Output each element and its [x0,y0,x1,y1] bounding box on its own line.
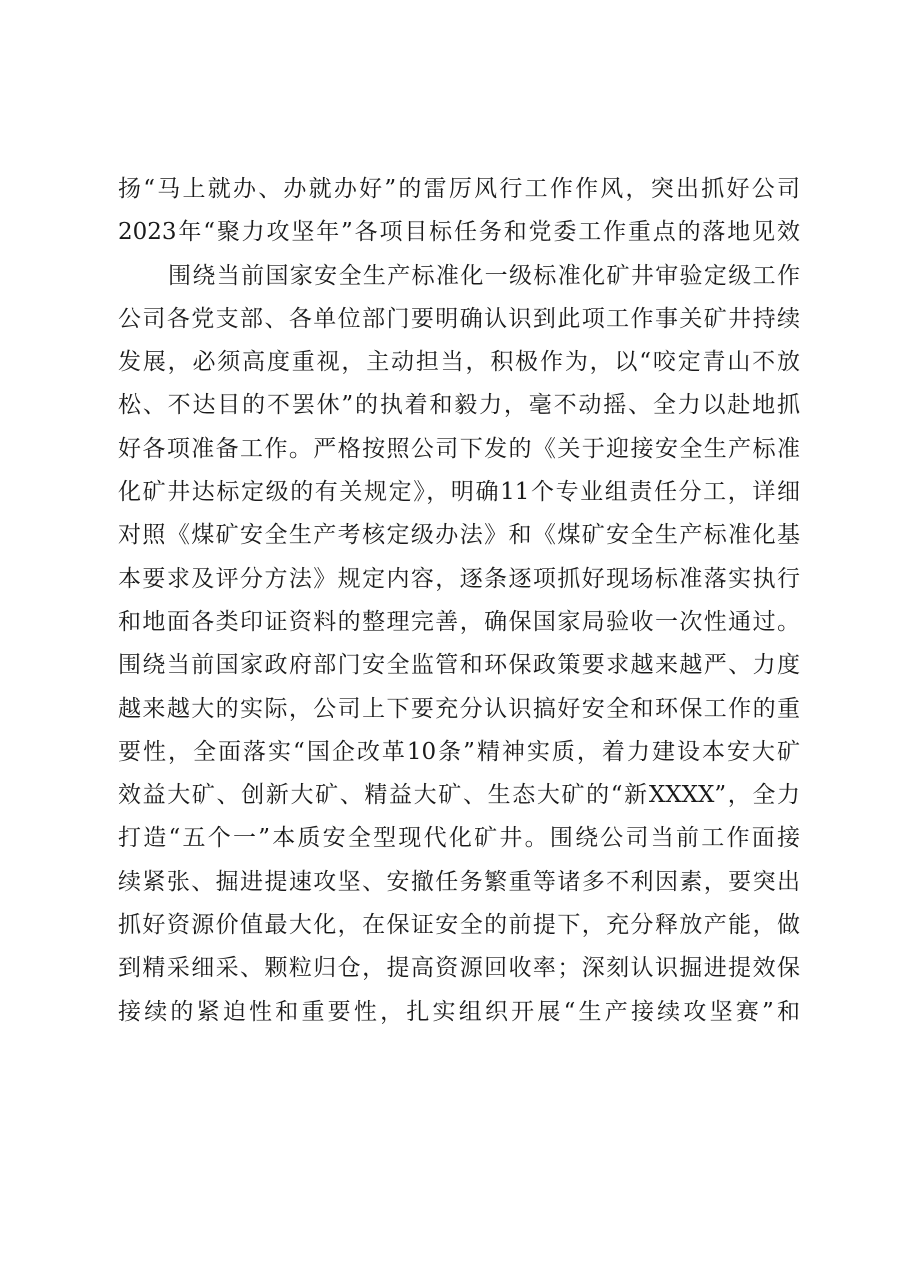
text-line: 公司各党支部、各单位部门要明确认识到此项工作事关矿井持续 [118,305,800,332]
text-line: 松、不达目的不罢休”的执着和毅力，毫不动摇、全力以赴地抓 [118,392,800,419]
text-line: 围绕当前国家安全生产标准化一级标准化矿井审验定级工作 [168,262,800,289]
text-line: 续紧张、掘进提速攻坚、安撤任务繁重等诸多不利因素，要突出 [118,868,800,895]
text-line: 本要求及评分方法》规定内容，逐条逐项抓好现场标准落实执行 [118,565,800,592]
text-line: 发展，必须高度重视，主动担当，积极作为，以“咬定青山不放 [118,349,800,376]
text-line: 好各项准备工作。严格按照公司下发的《关于迎接安全生产标准 [118,435,800,462]
text-line: 和地面各类印证资料的整理完善，确保国家局验收一次性通过。 [118,608,800,635]
text-line: 要性，全面落实“国企改革10条”精神实质，着力建设本安大矿 [118,738,800,765]
body-text [118,168,800,1034]
text-line: 2023年“聚力攻坚年”各项目标任务和党委工作重点的落地见效 [118,219,800,246]
text-line: 抓好资源价值最大化，在保证安全的前提下，充分释放产能，做 [118,912,800,939]
text-line: 围绕当前国家政府部门安全监管和环保政策要求越来越严、力度 [118,652,800,679]
text-line: 对照《煤矿安全生产考核定级办法》和《煤矿安全生产标准化基 [118,522,800,549]
text-line: 接续的紧迫性和重要性，扎实组织开展“生产接续攻坚赛”和 [118,998,800,1025]
text-line: 到精采细采、颗粒归仓，提高资源回收率；深刻认识掘进提效保 [118,955,800,982]
text-line: 打造“五个一”本质安全型现代化矿井。围绕公司当前工作面接 [118,825,800,852]
text-line: 效益大矿、创新大矿、精益大矿、生态大矿的“新XXXX”，全力 [118,782,800,809]
text-line: 扬“马上就办、办就办好”的雷厉风行工作作风，突出抓好公司 [118,176,800,202]
text-line: 化矿井达标定级的有关规定》，明确11个专业组责任分工，详细 [118,479,800,506]
text-line: 越来越大的实际，公司上下要充分认识搞好安全和环保工作的重 [118,695,800,722]
